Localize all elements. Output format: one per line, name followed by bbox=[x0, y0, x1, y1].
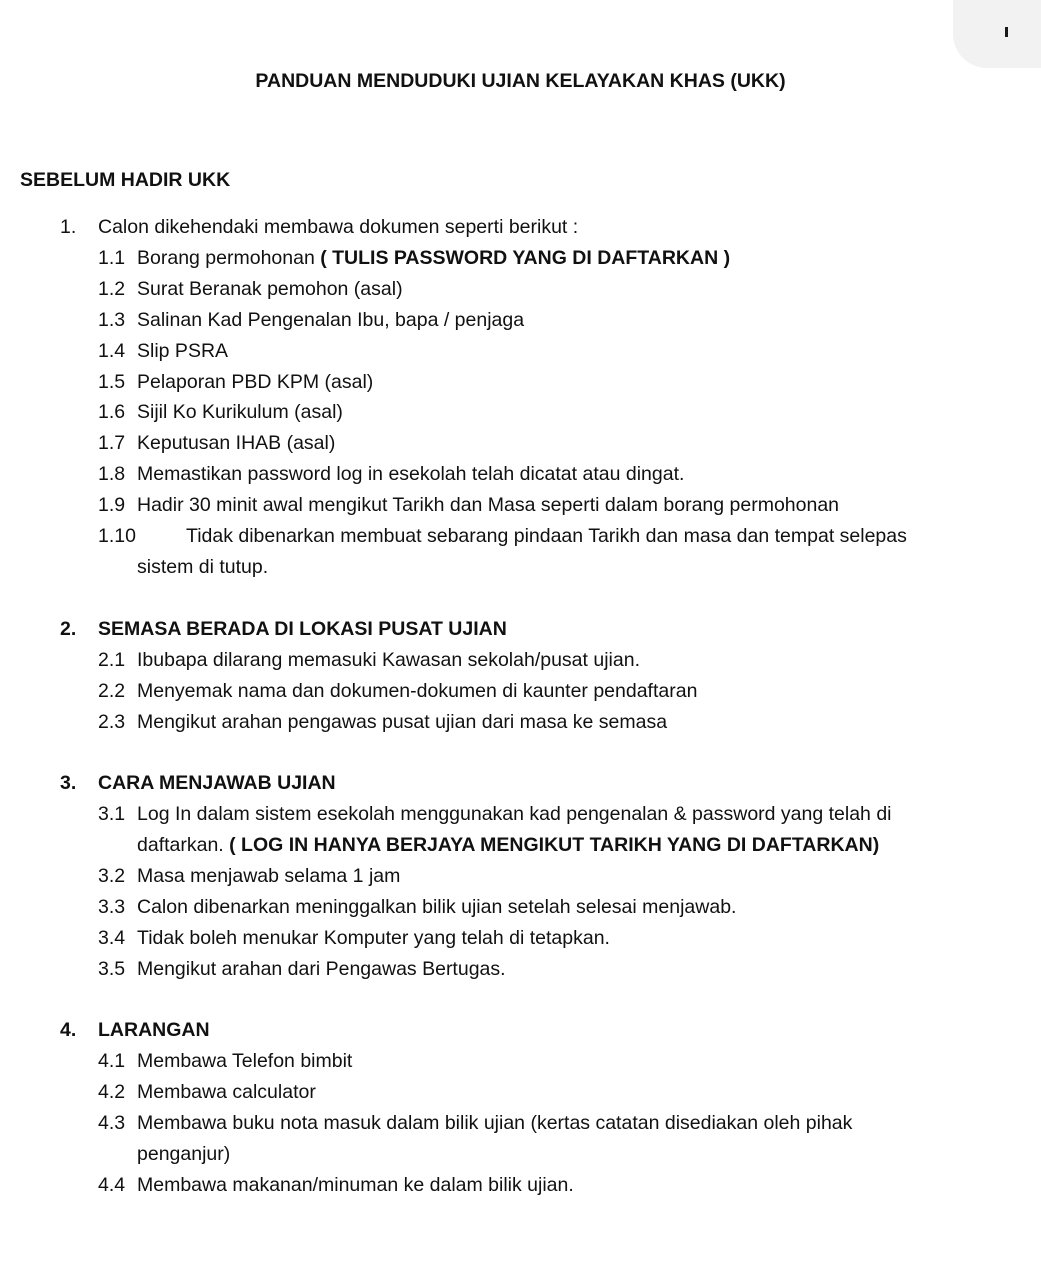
item-3-3-num: 3.3 bbox=[98, 896, 126, 918]
section-4-num: 4. bbox=[60, 1019, 77, 1041]
item-3-5: Mengikut arahan dari Pengawas Bertugas. bbox=[137, 958, 506, 980]
item-4-3-num: 4.3 bbox=[98, 1112, 126, 1134]
section-2-num: 2. bbox=[60, 618, 77, 640]
item-1-7: Keputusan IHAB (asal) bbox=[137, 432, 336, 454]
item-1-9-num: 1.9 bbox=[98, 494, 126, 516]
item-1-8: Memastikan password log in esekolah telah dicatat atau dingat. bbox=[137, 463, 685, 485]
item-4-4-num: 4.4 bbox=[98, 1174, 126, 1196]
item-3-3: Calon dibenarkan meninggalkan bilik ujian setelah selesai menjawab. bbox=[137, 896, 737, 918]
item-3-4-num: 3.4 bbox=[98, 927, 126, 949]
item-1-10-cont: sistem di tutup. bbox=[137, 556, 269, 578]
scroll-indicator bbox=[1005, 27, 1008, 37]
item-3-2: Masa menjawab selama 1 jam bbox=[137, 865, 401, 887]
section-3-heading: CARA MENJAWAB UJIAN bbox=[98, 772, 336, 794]
section-4-heading: LARANGAN bbox=[98, 1019, 210, 1041]
item-1-2: Surat Beranak pemohon (asal) bbox=[137, 278, 403, 300]
corner-overlay bbox=[953, 0, 1041, 68]
item-2-3: Mengikut arahan pengawas pusat ujian dari masa ke semasa bbox=[137, 711, 668, 733]
item-1-num: 1. bbox=[60, 216, 77, 238]
item-4-3-cont: penganjur) bbox=[137, 1143, 231, 1165]
item-3-4: Tidak boleh menukar Komputer yang telah di tetapkan. bbox=[137, 927, 610, 949]
item-3-2-num: 3.2 bbox=[98, 865, 126, 887]
item-2-1-num: 2.1 bbox=[98, 649, 126, 671]
section-2-heading: SEMASA BERADA DI LOKASI PUSAT UJIAN bbox=[98, 618, 507, 640]
document-title: PANDUAN MENDUDUKI UJIAN KELAYAKAN KHAS (UKK) bbox=[255, 70, 786, 92]
item-1-2-num: 1.2 bbox=[98, 278, 126, 300]
item-text: daftarkan. bbox=[137, 834, 230, 856]
item-1-4: Slip PSRA bbox=[137, 340, 229, 362]
item-4-1-num: 4.1 bbox=[98, 1050, 126, 1072]
item-bold-note: ( TULIS PASSWORD YANG DI DAFTARKAN ) bbox=[320, 247, 731, 269]
item-1-10-num: 1.10 bbox=[98, 525, 136, 547]
item-1-text: Calon dikehendaki membawa dokumen seperti berikut : bbox=[98, 216, 579, 238]
item-1-6-num: 1.6 bbox=[98, 401, 126, 423]
item-1-3-num: 1.3 bbox=[98, 309, 126, 331]
item-1-7-num: 1.7 bbox=[98, 432, 126, 454]
item-4-2: Membawa calculator bbox=[137, 1081, 316, 1103]
item-4-1: Membawa Telefon bimbit bbox=[137, 1050, 353, 1072]
item-1-3: Salinan Kad Pengenalan Ibu, bapa / penjaga bbox=[137, 309, 525, 331]
item-1-5-num: 1.5 bbox=[98, 371, 126, 393]
item-bold-note: ( LOG IN HANYA BERJAYA MENGIKUT TARIKH YANG DI DAFTARKAN) bbox=[229, 834, 880, 856]
section-heading-sebelum: SEBELUM HADIR UKK bbox=[20, 169, 231, 191]
item-1-10: Tidak dibenarkan membuat sebarang pindaan Tarikh dan masa dan tempat selepas bbox=[186, 525, 907, 547]
item-2-2: Menyemak nama dan dokumen-dokumen di kaunter pendaftaran bbox=[137, 680, 698, 702]
section-3-num: 3. bbox=[60, 772, 77, 794]
item-text: Borang permohonan bbox=[137, 247, 321, 269]
item-4-2-num: 4.2 bbox=[98, 1081, 126, 1103]
item-1-1-num: 1.1 bbox=[98, 247, 126, 269]
item-1-8-num: 1.8 bbox=[98, 463, 126, 485]
item-1-5: Pelaporan PBD KPM (asal) bbox=[137, 371, 374, 393]
item-3-1-num: 3.1 bbox=[98, 803, 126, 825]
item-3-1: Log In dalam sistem esekolah menggunakan kad pengenalan & password yang telah di bbox=[137, 803, 892, 825]
item-1-1 bbox=[137, 246, 730, 270]
item-2-3-num: 2.3 bbox=[98, 711, 126, 733]
item-3-1-cont bbox=[137, 833, 879, 857]
item-3-5-num: 3.5 bbox=[98, 958, 126, 980]
item-2-1: Ibubapa dilarang memasuki Kawasan sekolah/pusat ujian. bbox=[137, 649, 640, 671]
item-4-4: Membawa makanan/minuman ke dalam bilik ujian. bbox=[137, 1174, 574, 1196]
item-1-6: Sijil Ko Kurikulum (asal) bbox=[137, 401, 343, 423]
item-4-3: Membawa buku nota masuk dalam bilik ujian (kertas catatan disediakan oleh pihak bbox=[137, 1112, 853, 1134]
item-1-4-num: 1.4 bbox=[98, 340, 126, 362]
item-2-2-num: 2.2 bbox=[98, 680, 126, 702]
item-1-9: Hadir 30 minit awal mengikut Tarikh dan Masa seperti dalam borang permohonan bbox=[137, 494, 840, 516]
